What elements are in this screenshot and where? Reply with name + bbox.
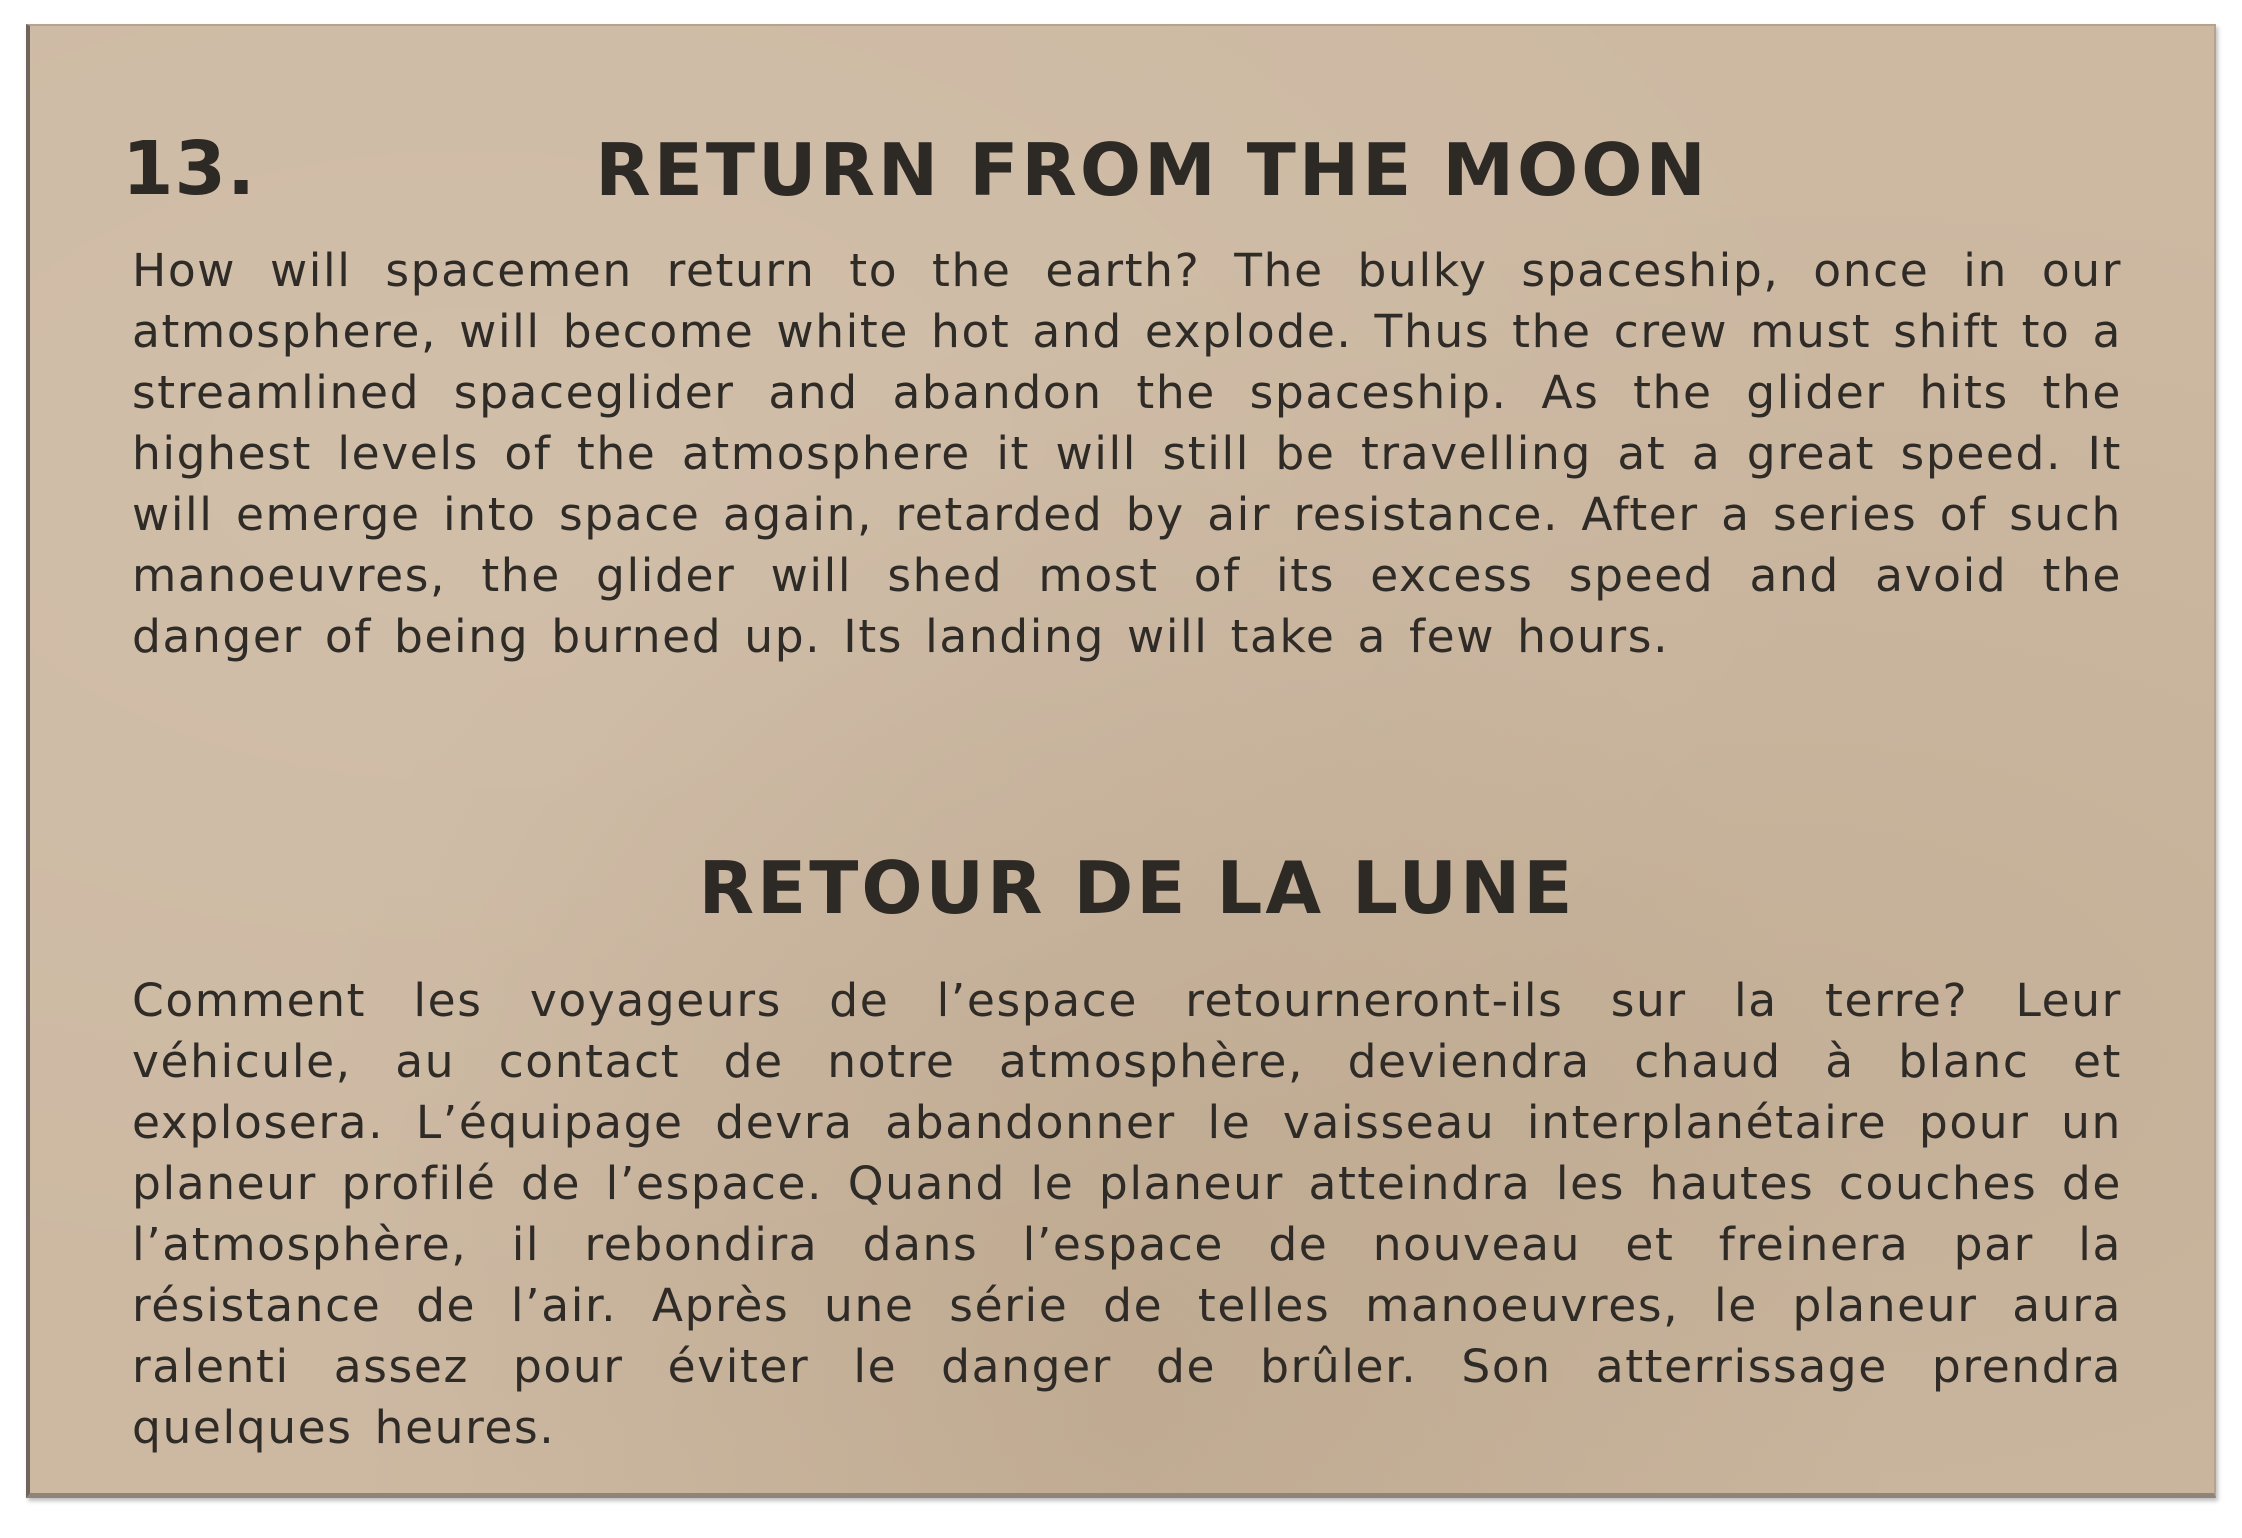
english-body: How will spacemen return to the earth? The bulky spaceship, once in our atmosphere, will become white hot and explode. Thus the crew must shift to a streamlined spaceglider and abandon the spaceship. As the glider hits the highest levels of the atmosphere it will still be travelling at a great speed. It will emerge into space again, retarded by air resistance. After a series of such manoeuvres, the glider will shed most of its excess speed and avoid the danger of being burned up. Its landing will take a few hours.	[132, 244, 2123, 663]
french-body: Comment les voyageurs de l’espace retourneront-ils sur la terre? Leur véhicule, au contact de notre atmosphère, deviendra chaud à blanc et explosera. L’équipage devra abandonner le vaisseau interplanétaire pour un planeur profilé de l’espace. Quand le planeur atteindra les hautes couches de l’atmosphère, il rebondira dans l’espace de nouveau et freinera par la résistance de l’air. Après une série de telles manoeuvres, le planeur aura ralenti assez pour éviter le danger de brûler. Son atterrissage prendra quelques heures.	[132, 974, 2122, 1454]
english-title: RETURN FROM THE MOON	[595, 128, 1709, 212]
trading-card-back	[26, 24, 2216, 1498]
card-number: 13.	[122, 126, 257, 212]
french-title: RETOUR DE LA LUNE	[698, 846, 1576, 930]
